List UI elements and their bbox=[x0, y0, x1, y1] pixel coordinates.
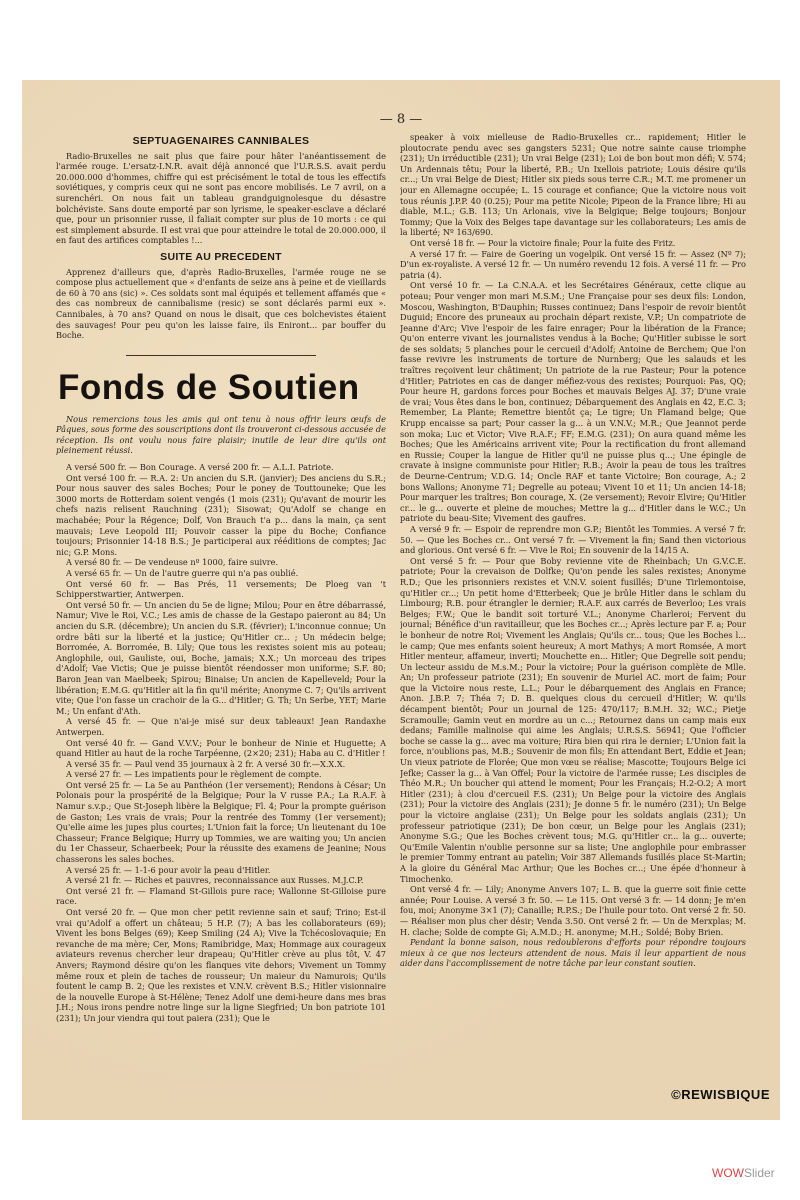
newspaper-page bbox=[22, 80, 780, 1120]
donation-entry: Ont versé 100 fr. — R.A. 2: Un ancien du S.R. (janvier); Des anciens du S.R.; Pour nous sauver des sales Boches; Pour le poney de Touttouneke; Que les 3000 morts de Rotterdam soient vengés (1 mois (231); Qu'avant de mourir les chefs nazis relisent Rauchning (231); Sisowat; Qu'Adolf se change en machabée; Pour la Régence; Dolf, Von Brauch t'a p... dans la main, ça sent mauvais; Leve Leopold III; Pouvoir casser la pipe du Boche; Confiance toujours; Prisonnier 14-18 B.S.; Je participerai aux rééditions de comptes; Jac nic; G.P. Mons. bbox=[56, 472, 386, 557]
donation-list-right bbox=[400, 132, 746, 937]
donation-entry: A versé 65 fr. — Un de l'autre guerre qui n'a pas oublié. bbox=[66, 568, 299, 578]
donation-entry: speaker à voix mielleuse de Radio-Bruxelles cr... rapidement; Hitler le ploutocrate pendu avec ses gangsters 5231; Que notre sainte cause triomphe (231); Un irréductible (231); Un vrai Belge (231); Loi de bon bout mon défi; V. 574; Un Ardennais têtu; Pour la liberté, P.B.; Un Ixellois patriote; Louis désire qu'ils cr...; Un vrai Belge de Diest; Hitler six pieds sous terre C.R.; M.T. me promener un jour en Allemagne occupée; L. 15 courage et confiance; Que la victoire nous voit tous réunis J.P.P. 40 (0.25); Pour ma petite Nicole; Pipeon de la France libre; Hi au diable, M.L.; G.B. 113; Un Arlonais, vive la Belgique; Belge toujours; Bonjour Tommy; Que la Voix des Belges tape davantage sur les collaborateurs; Les amis de la liberté; Nº 163/690. bbox=[400, 132, 746, 238]
donation-entry: Ont versé 4 fr. — Lily; Anonyme Anvers 107; L. B. que la guerre soit finie cette année; Pour Louise. A versé 3 fr. 50. — Le 115. Ont versé 3 fr. — 14 donn; Je m'en fou, moi; Anonyme 3×1 (7); Canaille; R.P.S.; De l'huile pour toto. Ont versé 2 fr. 50. — Réaliser mon plus cher désir; Venda 3.50. Ont versé 2 fr. — Un de Merxplas; M. H. clache; Solde de compte Gi; A.M.D.; H. anonyme; M.H.; Soldé; Boby Brien. bbox=[400, 884, 746, 937]
slider-brand[interactable] bbox=[712, 1166, 775, 1180]
donation-entry: Ont versé 18 fr. — Pour la victoire finale; Pour la fuite des Fritz. bbox=[410, 237, 676, 248]
donation-list-left bbox=[56, 462, 386, 1023]
donation-entry: Ont versé 60 fr. — Bas Prés, 11 versements; De Ploeg van 't Schipperstwartier, Antwerpen. bbox=[56, 578, 386, 600]
fonds-title: Fonds de Soutien bbox=[58, 367, 360, 407]
suite-heading: SUITE AU PRECEDENT bbox=[160, 250, 282, 263]
cannibales-text: Radio-Bruxelles ne sait plus que faire pour hâter l'anéantissement de l'armée rouge. L'ersatz-I.N.R. avait déjà annoncé que l'U.R.S.S. avait perdu 20.000.000 d'hommes, chiffre qui est précisément le total de tous les effectifs soviétiques, y compris ceux qui ne sont pas encore mobilisés. Le 7 avril, on a surenchéri. On nous fait un tableau grandguignolesque du désastre bolchéviste. Sans doute emporté par son lyrisme, le speaker-esclave a déclaré que, pour un prisonnier russe, il faliait compter sur plus de 10 morts : ce qui est simplement absurde. Il est vrai que pour atteindre le total de 20.000.000, il en faut des artifices comptables !... bbox=[56, 150, 386, 246]
donation-entry: Ont versé 40 fr. — Gand V.V.V.; Pour le bonheur de Ninie et Huguette; A quand Hitler au haut de la roche Tarpéenne, (2×20; 231); Haba au C. d'Hitler ! bbox=[56, 737, 386, 759]
donation-entry: Ont versé 5 fr. — Pour que Boby revienne vite de Rheinbach; Un G.V.C.E. patriote; Pour la crevaison de Dolfke; Qu'on pende les sales rexistes; Anonyme R.D.; Que les prisonniers rexistes et V.N.V. soient fusillés; D'une Tirlemontoise, qu'Hitler cr...; Un petit home d'Etterbeek; Que je brûle Hitler dans le schlam du Limbourg; R.B. pour étrangler le dernier; R.A.F. aux carrés de Beverloo; Les vrais Belges; F.W.; Que le bandit soit torturé V.L.; Anonyme Charleroi; Fervent du journal; Bénéfice d'un ravitailleur, que les Boches cr...; Après lecture par F. a; Pour le bonheur de notre Roi; Vivement les Anglais; Qu'ils cr... tous; Que les Boches l... le camp; Que mes enfants soient heureux; A mort Mathys; A mort Romsée, A mort Hitler menteur, affameur, inverti; Mouchette en... Hitler; Que Degrelle soit pendu; Un lecteur assidu de M.s.M.; Pour la victoire; Pour la guérison complète de Mlle. An; Un professeur patriote (231); En souvenir de Muriel AC. mort de faim; Pour que la Victoire nous reste, L.L.; Pour le débarquement des Anglais en France; Anon. J.B.P. 7; Théa 7; D. B. quelques clous du cercueil d'Hitler; W. qu'ils décampent bientôt; Pour un journal de 125: 470/117; B.M.H. 32; W.C.; Pietje Scramoulle; Gamin veut en mordre au un c...; Retournez dans un camp mais eux dedans; Famille malinoise qui aime les Anglais; U.R.S.S. 56941; Que l'officier boche se casse la g... avec ma voiture; Rira bien qui rira le dernier; L'Union fait la force, n'oublions pas, M.B.; Souvenir de mon fils; En attendant Bert, Eddie et Jean; Un vieux patriote de Florée; Que mon vœu se réalise; Mascotte; Toujours Belge ici Jefke; Casser la g... à Van Offel; Pour la victoire de l'armée russe; Les disciples de Théo M.R.; Un boucher qui attend le moment; Pour les Français; H.2-O.2; A mort Hitler (231); à clou d'cercueil F.S. (231); Un Belge pour la victoire des Anglais (231); Pour la victoire des Anglais (231); Je donne 5 fr. le numéro (231); Un Belge pour la victoire anglaise (231); Un Belge pour les soldats anglais (231); Un professeur patriotique (231); De bon cœur, un Belge pour les Anglais (231); Anonyme S.G.; Que les Boches crèvent tous; M.G. qu'Hitler cr... la g... ouverte; Qu'Emile Valentin n'oublie personne sur sa liste; Une anglophile pour embrasser le premier Tommy entrant au patelin; Voir 387 Allemands fusillés place St-Martin; A la gloire du Général Mac Arthur; Que les Boches cr...; Une épée d'honneur à Timochenko. bbox=[400, 555, 746, 884]
donation-entry: Ont versé 25 fr. — La 5e au Panthéon (1er versement); Rendons à César; Un Polonais pour la prospérité de la Belgique; Pour la V russe P.A.; La R.A.F. à Namur s.v.p.; Que St-Joseph libère la Belgique; Fl. 4; Pour la prompte guérison de Gaston; Les vrais de vrais; Pour la rentrée des Tommy (1er versement); Qu'elle aime les jupes plus courtes; L'Union fait la force; Un lieutenant du 10e Chasseur; France Belgique; Hurry up Tommies, we are waiting you; Un ancien du 1er Chasseur, Schaerbeek; Pour la réussite des examens de Jeanine; Nous chasserons les sales boches. bbox=[56, 779, 386, 865]
top-margin bbox=[0, 0, 800, 78]
donation-entry: A versé 500 fr. — Bon Courage. A versé 200 fr. — A.L.I. Patriote. bbox=[66, 462, 334, 473]
donation-entry: A versé 27 fr. — Les impatients pour le règlement de compte. bbox=[66, 769, 322, 780]
suite-text: Apprenez d'ailleurs que, d'après Radio-Bruxelles, l'armée rouge ne se compose plus actuellement que « d'enfants de seize ans à peine et de vieillards de 60 à 70 ans (sic) ». Ces soldats sont mal équipés et tellement affamés que « des cas nombreux de cannibalisme (resic) se sont déclarés parmi eux ». Cannibales, à 70 ans? Quand on nous le disait, que ces bolchevistes étaient des sauvages! Pour peu qu'on les laisse faire, ils Eniront... par bouffer du Boche. bbox=[56, 266, 386, 341]
donation-entry: A versé 25 fr. — 1-1-6 pour avoir la peau d'Hitler. bbox=[66, 864, 271, 875]
donation-entry: A versé 17 fr. — Faire de Goering un vogelpik. Ont versé 15 fr. — Assez (Nº 7); D'un ex-royaliste. A versé 12 fr. — Un numéro revendu 12 fois. A versé 11 fr. — Pro patria (4). bbox=[400, 248, 746, 280]
fonds-intro: Nous remercions tous les amis qui ont tenu à nous offrir leurs œufs de Pâques, sous forme des souscriptions dont ils trouveront ci-dessous accusée de réception. Ils ont voulu nous faire plaisir; inutile de leur dire qu'ils ont pleinement réussi. bbox=[56, 413, 386, 456]
donation-entry: Ont versé 10 fr. — La C.N.A.A. et les Secrétaires Généraux, cette clique au poteau; Pour venger mon mari M.S.M.; Une Française pour ses deux fils: London, Moscou, Washington, B'Dauphin; Russes continuez; Dans l'espoir de revoir bientôt Duguid; Encore des pruneaux au prochain départ rexiste, V.P.; Un compatriote de Jeanne d'Arc; Vive l'espoir de les faire enrager; Pour la libération de la France; Qu'on enterre vivant les journalistes vendus à la Boche; Qu'Hitler subisse le sort de ses soldats; 5 planches pour le cercueil d'Adolf; Antoine de Berchem; Que l'on fasse revivre les instruments de torture de Nurnberg; Que les salauds et les traîtres reçoivent leur châtiment; Un patriote de la rue Pasteur; Pour la potence d'Hitler; Patriotes en cas de danger méfiez-vous des rexistes; Pourquoi: Pas, QQ; Pour heure H, gardons forces pour Boches et mauvais Belges AJ. 37; D'une vraie de vrai; Vous êtes dans le bon, continuez; Débarquement des Anglais en 42, E.C. 3; Remember, La Plante; Remettre bientôt ça; Le tigre; Un Flamand belge; Que Krupp encaisse sa part; Pour casser la g... à un V.N.V.; M.R.; Que Jeannot perde son moka; Luc et Victor; Vive R.A.F.; FF; E.M.G. (231); On aura quand même les Boches; Que les Américains arrivent vite; Pour la rectification du front allemand en Russie; Couper la langue de Hitler qu'il ne puisse plus q...; Une épingle de cravate à insigne communiste pour Hitler; R.B.; Avoir la peau de tous les traîtres de Deurne-Centrum; V.D.G. 14; Oncle RAF et tante Victoire; Bon courage, A.; 2 bons Wallons; Anonyme 71; Degrelle au poteau; Vivent 10 et 11; Un ancien 14-18; Pour marquer les traîtres; Bon courage, X. (2e versement); Revoir Elvire; Qu'Hitler cr... le g... ouverte et pleine de mouches; Mettre la g... d'Hitler dans le W.C.; Un patriote du beau-Site; Vivement des gaufres. bbox=[400, 280, 746, 524]
slider-brand-slider: Slider bbox=[744, 1166, 775, 1180]
donation-entry: A versé 80 fr. — De vendeuse nº 1000, faire suivre. bbox=[66, 557, 279, 568]
section-divider bbox=[126, 355, 316, 356]
donation-entry: A versé 9 fr. — Espoir de reprendre mon G.P.; Bientôt les Tommies. A versé 7 fr. 50. — Que les Boches cr... Ont versé 7 fr. — Vivement la fin; Sand then victorious and glorious. Ont versé 6 fr. — Vive le Roi; En souvenir de la 14/15 A. bbox=[400, 523, 746, 556]
donation-entry: A versé 45 fr. — Que n'ai-je misé sur deux tableaux! Jean Randaxhe Antwerpen. bbox=[56, 716, 386, 737]
donation-entry: Ont versé 21 fr. — Flamand St-Gillois pure race; Wallonne St-Gilloise pure race. bbox=[56, 885, 386, 907]
copyright-watermark: ©REWISBIQUE bbox=[671, 1087, 770, 1102]
right-column bbox=[400, 132, 746, 992]
donation-entry: A versé 35 fr. — Paul vend 35 journaux à 2 fr. A versé 30 fr.—X.X.X. bbox=[66, 758, 346, 769]
cannibales-heading: SEPTUAGENAIRES CANNIBALES bbox=[132, 136, 310, 147]
left-column bbox=[56, 136, 386, 1106]
slider-brand-wow: WOW bbox=[712, 1166, 744, 1180]
page-number: — 8 — bbox=[379, 112, 423, 127]
fonds-closing: Pendant la bonne saison, nous redoublerons d'efforts pour répondre toujours mieux à ce que nos lecteurs attendent de nous. Mais il leur appartient de nous aider dans l'accomplissement de notre tâche par leur constant soutien. bbox=[400, 937, 746, 969]
donation-entry: A versé 21 fr. — Riches et pauvres, reconnaissance aux Russes. M.J.C.P. bbox=[66, 875, 364, 886]
donation-entry: Ont versé 50 fr. — Un ancien du 5e de ligne; Milou; Pour en être débarrassé, Namur; Vive le Roi, V.C.; Les amis de chasse de la Gestapo paieront au 84; Un ancien du S.R. (décembre); Un ancien du S.R. (février); L'inconnue connue; Un ordre bâti sur la liberté et la justice; Qu'Hitler cr... ; Un médecin belge; Borromée, A. Borromée, B. Lily; Que tous les rexistes soient mis au poteau; Anglophile, oui, Gauliste, oui, Boche, jamais; X.X.; Un morceau des tripes d'Adolf; Vae Victis; Que je puisse bientôt réendosser mon uniforme; S.F. 80; Baron Jean van Maelbeek; Spirou; Binaise; Un ancien de Kapelleveld; Pour la libération; E.M.G. qu'Hitler ait la fin qu'il mérite; Anonyme C. 7; Qu'ils arrivent vite; Que l'on fasse un crachoir de la G... d'Hitler; G. Th; Un Serbe, YET; Marie M.; Un enfant d'Ath. bbox=[56, 599, 386, 716]
donation-entry: Ont versé 20 fr. — Que mon cher petit revienne sain et sauf; Trino; Est-il vrai qu'Adolf a offert un château; 5 H.P. (7); A bas les collaborateurs (69); Vivent les bons Belges (69); Keep Smiling (24 A); Vive la Tchécoslovaquie; En revanche de ma mère; Cer, Mons; Ramibridge, Max; Hommage aux courageux aviateurs revenus chercher leur drapeau; Qu'Hitler crève au plus tôt, V. 47 Anvers; Raymond désire qu'on les flanques vite dehors; Vivement un Tommy même roux et plein de taches de rousseur; Un maieur du Namurois; Qu'ils foutent le camp B. 2; Que les rexistes et V.N.V. crèvent B.S.; Hitler visionnaire de la nouvelle Europe à St-Hélène; Tenez Adolf une demi-heure dans mes bras J.H.; Nous irons pendre notre linge sur la ligne Siegfried; Un bon patriote 101 (231); Un jour viendra qui tout paiera (231); Que le bbox=[56, 907, 386, 1023]
